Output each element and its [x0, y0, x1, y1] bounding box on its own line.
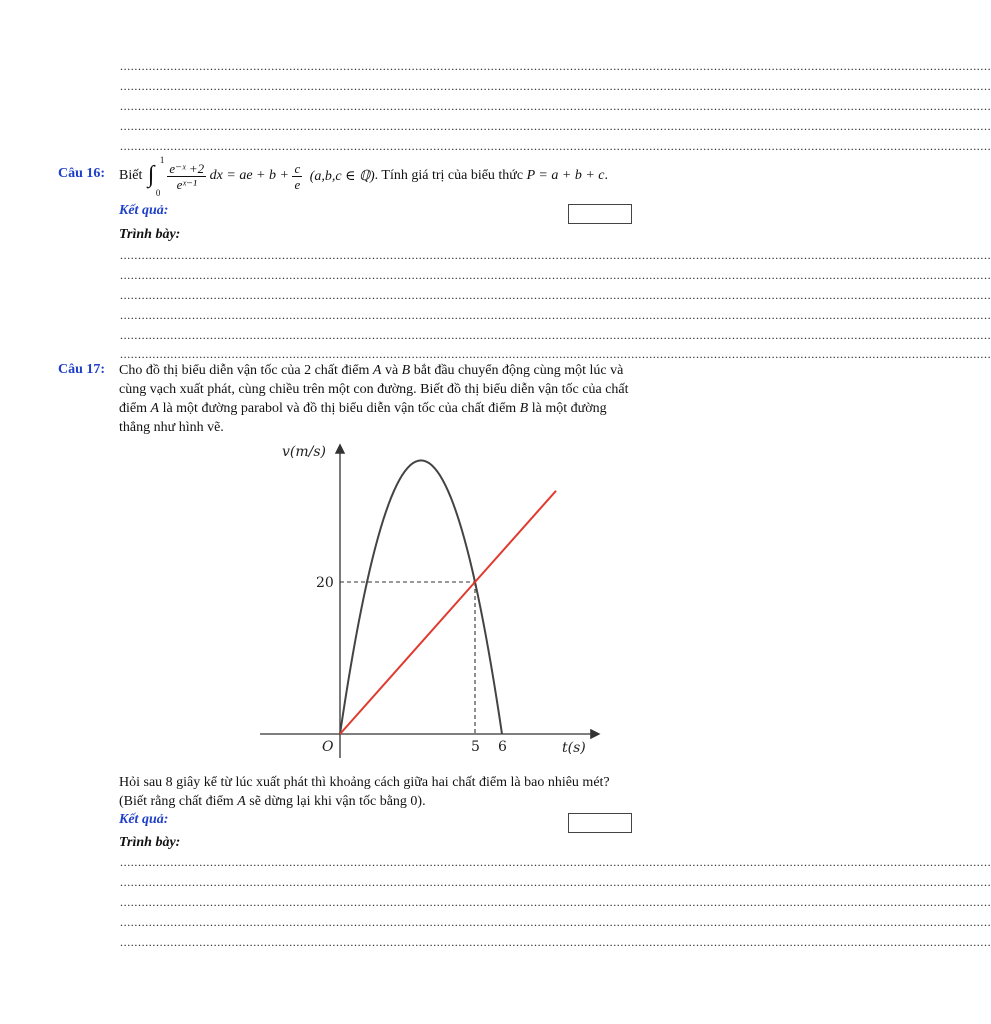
question-16-label: Câu 16:: [58, 166, 106, 181]
q17-line1b: bắt đầu chuyển động cùng một lúc và: [413, 363, 624, 378]
q16-expression: P = a + b + c: [526, 168, 605, 183]
q16-mid: dx = ae + b +: [209, 168, 289, 183]
q17-work-label: Trình bày:: [119, 835, 181, 850]
dotted-line: ..................................................................................................................................................................................................................................................: [120, 288, 991, 302]
integral-upper: 1: [159, 155, 165, 165]
dotted-line: ..................................................................................................................................................................................................................................................: [120, 328, 991, 342]
dotted-line: ..................................................................................................................................................................................................................................................: [120, 139, 991, 153]
series-line-b-straight: [340, 491, 556, 734]
x-tick-label: 5: [471, 739, 480, 755]
question-17-label: Câu 17:: [58, 362, 106, 377]
q17-line3b: là một đường parabol và đồ thị biểu diễn vận tốc của chất điểm: [162, 401, 517, 416]
question-17-text: [119, 361, 737, 437]
q17-and: và: [384, 363, 399, 378]
q17-line3c: là một đường: [531, 401, 607, 416]
dotted-line: ..................................................................................................................................................................................................................................................: [120, 99, 991, 113]
x-axis-label: t(s): [562, 740, 586, 756]
integrand-denominator: eˣ⁻¹: [176, 176, 197, 192]
dotted-line: ..................................................................................................................................................................................................................................................: [120, 119, 991, 133]
q17-line4: thẳng như hình vẽ.: [119, 420, 224, 435]
question-16-statement: [119, 157, 739, 197]
x-tick-label: 6: [498, 739, 507, 755]
integral-sign: ∫ 1 0: [147, 155, 165, 198]
q17-line3a: điểm: [119, 401, 147, 416]
dotted-line: ..................................................................................................................................................................................................................................................: [120, 895, 991, 909]
q17-question-line2b: sẽ dừng lại khi vận tốc bằng: [249, 794, 407, 809]
point-A-ref: A: [372, 363, 382, 378]
dotted-line: ..................................................................................................................................................................................................................................................: [120, 347, 991, 361]
q17-result-label: Kết quả:: [119, 812, 169, 827]
y-axis-label: v(m/s): [282, 444, 327, 460]
dotted-line: ..................................................................................................................................................................................................................................................: [120, 79, 991, 93]
q17-question: [119, 773, 739, 811]
q17-answer-box[interactable]: [568, 813, 632, 833]
y-tick-label: 20: [316, 575, 334, 591]
q16-question: . Tính giá trị của biểu thức: [374, 168, 524, 183]
q17-line1: Cho đồ thị biểu diễn vận tốc của 2 chất điểm: [119, 363, 370, 378]
q16-answer-box[interactable]: [568, 204, 632, 224]
q17-line2: cùng vạch xuất phát, cùng chiều trên một con đường. Biết đồ thị biểu diễn vận tốc của chất: [119, 382, 629, 397]
series-line-a-parabola: [340, 460, 502, 734]
point-A-ref: A: [237, 794, 246, 809]
dotted-line: ..................................................................................................................................................................................................................................................: [120, 308, 991, 322]
e-denominator: e: [294, 176, 301, 192]
integral-lower: 0: [155, 188, 161, 198]
q16-work-label: Trình bày:: [119, 227, 181, 242]
integrand-fraction: [167, 161, 206, 192]
q16-condition: (a,b,c ∈ ℚ): [309, 168, 375, 184]
c-numerator: c: [294, 160, 301, 176]
velocity-chart: [250, 438, 610, 768]
point-B-ref: B: [519, 401, 529, 416]
dotted-line: ..................................................................................................................................................................................................................................................: [120, 935, 991, 949]
q16-end: .: [604, 168, 608, 183]
dotted-line: ..................................................................................................................................................................................................................................................: [120, 268, 991, 282]
dotted-line: ..................................................................................................................................................................................................................................................: [120, 915, 991, 929]
origin-label: O: [322, 739, 334, 755]
zero-value: 0: [410, 794, 418, 809]
q16-result-label: Kết quả:: [119, 203, 169, 218]
c-over-e-fraction: [292, 161, 302, 192]
dotted-line: ..................................................................................................................................................................................................................................................: [120, 248, 991, 262]
point-A-ref: A: [150, 401, 160, 416]
q17-question-line2c: ).: [417, 794, 426, 809]
dotted-line: ..................................................................................................................................................................................................................................................: [120, 855, 991, 869]
dotted-line: ..................................................................................................................................................................................................................................................: [120, 59, 991, 73]
integrand-numerator: e⁻ˣ +2: [169, 160, 205, 176]
q16-lead: Biết: [119, 168, 143, 183]
q17-question-line1: Hỏi sau 8 giây kể từ lúc xuất phát thì khoảng cách giữa hai chất điểm là bao nhiêu mét?: [119, 775, 610, 790]
dotted-line: ..................................................................................................................................................................................................................................................: [120, 875, 991, 889]
point-B-ref: B: [401, 363, 411, 378]
q17-question-line2a: (Biết rằng chất điểm: [119, 794, 234, 809]
